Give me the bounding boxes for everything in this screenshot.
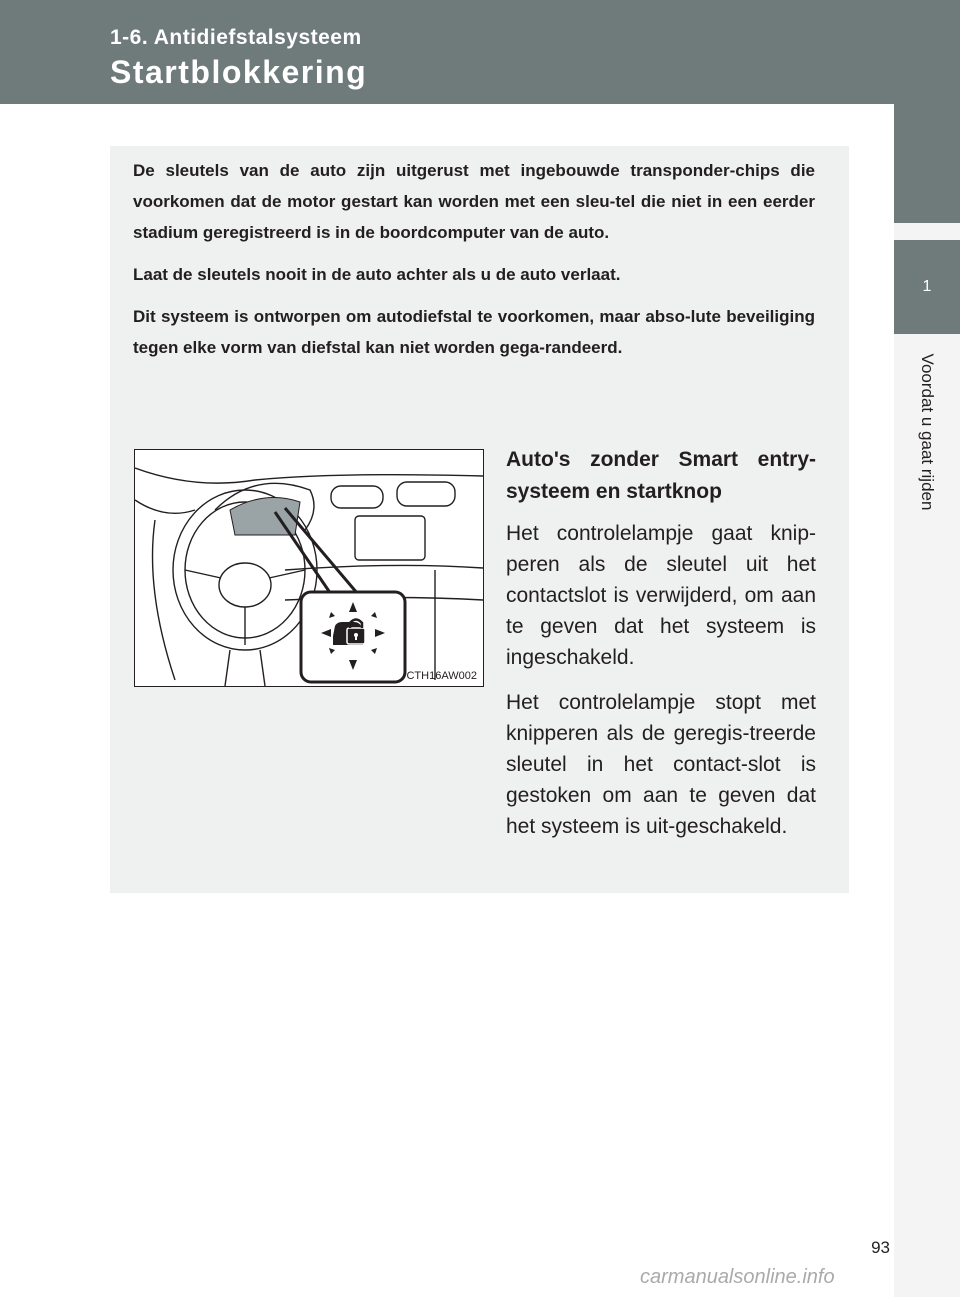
page-header <box>0 0 960 104</box>
intro-text <box>133 155 815 374</box>
section-paragraph: Het controlelampje stopt met knipperen als de geregis-treerde sleutel in het contact-slot is gestoken om aan te geven dat het systeem is uit-geschakeld. <box>506 691 816 838</box>
section-column <box>506 444 816 856</box>
side-tab-top <box>894 0 960 223</box>
chapter-label: Voordat u gaat rijden <box>918 353 937 511</box>
chapter-number: 1 <box>894 240 960 334</box>
figure-code: CTH16AW002 <box>406 670 477 682</box>
intro-paragraph: De sleutels van de auto zijn uitgerust met ingebouwde transponder-chips die voorkomen dat de motor gestart kan worden met een sleu-tel die niet in een eerder stadium geregistreerd is in de boordcomputer van de auto. <box>133 161 815 242</box>
section-paragraph: Het controlelampje gaat knip-peren als de sleutel uit het contactslot is verwijderd, om aan te geven dat het systeem is ingeschakeld. <box>506 522 816 669</box>
section-title: 1-6. Antidiefstalsysteem <box>110 26 362 49</box>
page-title: Startblokkering <box>110 54 368 90</box>
intro-paragraph: Laat de sleutels nooit in de auto achter als u de auto verlaat. <box>133 265 621 284</box>
page-number: 93 <box>871 1238 890 1257</box>
dashboard-drawing <box>135 450 483 686</box>
intro-paragraph: Dit systeem is ontworpen om autodiefstal te voorkomen, maar abso-lute beveiliging tegen elke vorm van diefstal kan niet worden gega-randeerd. <box>133 307 815 357</box>
section-heading: Auto's zonder Smart entry-systeem en startknop <box>506 448 816 503</box>
dashboard-illustration <box>134 449 484 687</box>
watermark: carmanualsonline.info <box>640 1266 835 1288</box>
